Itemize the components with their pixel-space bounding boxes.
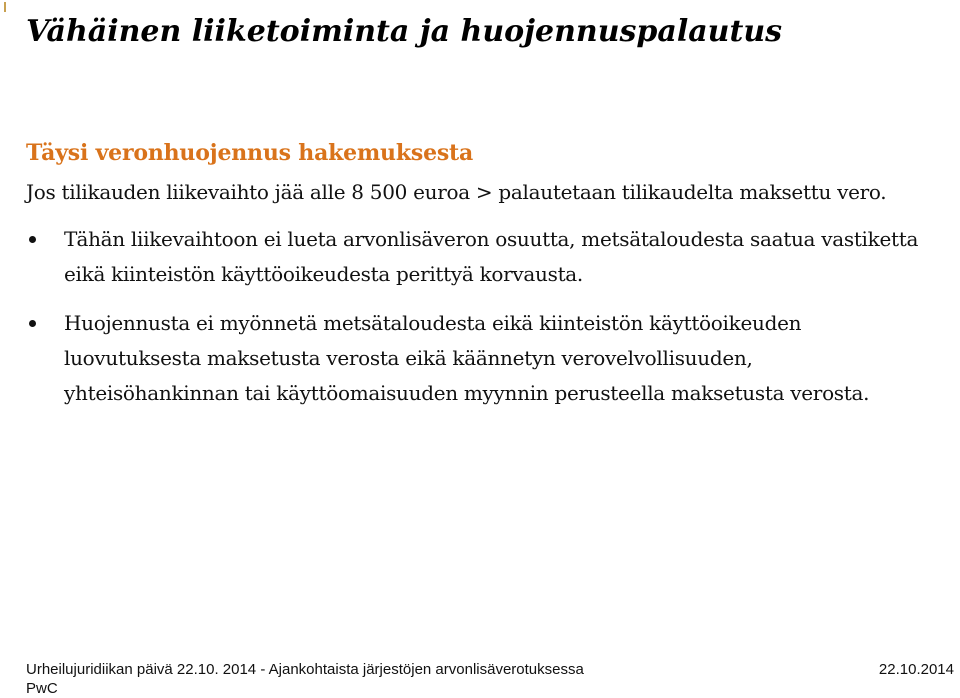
corner-mark: [4, 2, 6, 12]
slide-content: [26, 136, 946, 425]
bullet-dot-icon: [29, 320, 36, 327]
bullet-item: [26, 222, 924, 292]
footer-date: 22.10.2014: [878, 661, 954, 678]
intro-paragraph: Jos tilikauden liikevaihto jää alle 8 500 euroa > palautetaan tilikaudelta maksettu vero.: [26, 180, 887, 204]
section-subheading: Täysi veronhuojennus hakemuksesta: [26, 140, 474, 166]
bullet-text: Huojennusta ei myönnetä metsätaloudesta eikä kiinteistön käyttöoikeuden luovutuksesta maksetusta verosta eikä käännetyn verovelvollisuuden, yhteisöhankinnan tai käyttöomaisuuden myynnin perusteella maksetusta verosta.: [64, 311, 870, 405]
bullet-text: Tähän liikevaihtoon ei lueta arvonlisäveron osuutta, metsätaloudesta saatua vastiketta eikä kiinteistön käyttöoikeudesta perittyä korvausta.: [64, 227, 919, 286]
slide-title: Vähäinen liiketoiminta ja huojennuspalautus: [26, 14, 783, 49]
bullet-item: [26, 306, 924, 411]
footer-event-text: Urheilujuridiikan päivä 22.10. 2014 - Ajankohtaista järjestöjen arvonlisäverotuksessa: [26, 661, 584, 678]
footer-brand: PwC: [26, 680, 58, 697]
bullet-dot-icon: [29, 236, 36, 243]
bullet-list: [26, 222, 946, 411]
